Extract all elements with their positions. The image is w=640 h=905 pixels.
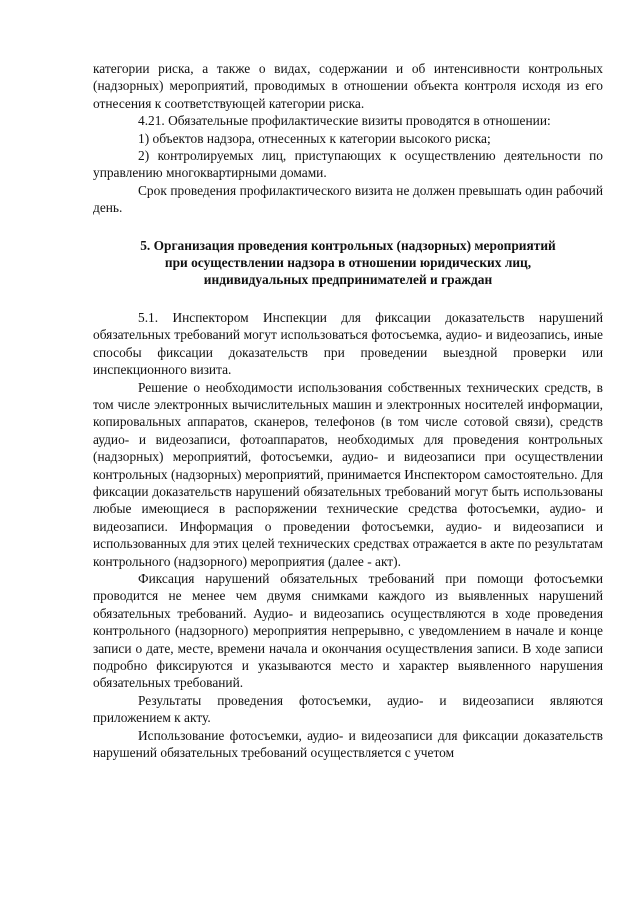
heading-line: при осуществлении надзора в отношении юридических лиц, (164, 255, 532, 271)
section-5-heading (93, 237, 603, 289)
paragraph-visit-duration: Срок проведения профилактического визита не должен превышать один рабочий день. (93, 182, 603, 216)
paragraph-results-annex: Результаты проведения фотосъемки, аудио- и видеозаписи являются приложением к акту. (93, 692, 603, 726)
paragraph-risk-continued: категории риска, а также о видах, содержании и об интенсивности контрольных (надзорных) мероприятий, проводимых в отношении объекта контроля исходя из его отнесения к соответствующей категории риска. (93, 61, 603, 111)
paragraph-technical-means-decision: Решение о необходимости использования собственных технических средств, в том числе электронных вычислительных машин и электронных носителей информации, копировальных аппаратов, сканеров, телефонов (в том числе сотовой связи), средств аудио- и видеозаписи, фотоаппаратов, необходимых для проведения контрольных (надзорных) мероприятий, фотосъемки, аудио- и видеозаписи при осуществлении контрольных (надзорных) мероприятий, принимается Инспектором самостоятельно. Для фиксации доказательств нарушений обязательных требований могут быть использованы любые имеющиеся в распоряжении технические средства фотосъемки, аудио- и видеозаписи. Информация о проведении фотосъемки, аудио- и видеозаписи и использованных для этих целей технических средствах отражается в акте по результатам контрольного (надзорного) мероприятия (далее - акт). (93, 379, 603, 569)
paragraph-4-21: 4.21. Обязательные профилактические визиты проводятся в отношении: (138, 113, 551, 129)
document-page (93, 60, 603, 761)
heading-line: индивидуальных предпринимателей и граждан (203, 272, 493, 288)
heading-line: 5. Организация проведения контрольных (надзорных) мероприятий (140, 237, 556, 253)
spacer (93, 289, 603, 309)
paragraph-photo-fixation: Фиксация нарушений обязательных требований при помощи фотосъемки проводится не менее чем двумя снимками каждого из выявленных нарушений обязательных требований. Аудио- и видеозапись осуществляются в ходе проведения контрольного (надзорного) мероприятия непрерывно, с уведомлением в начале и конце записи о дате, месте, времени начала и окончания осуществления записи. В ходе записи подробно фиксируются и указываются место и характер выявленного нарушения обязательных требований. (93, 570, 603, 691)
list-item-high-risk: 1) объектов надзора, отнесенных к категории высокого риска; (138, 130, 491, 146)
paragraph-5-1: 5.1. Инспектором Инспекции для фиксации доказательств нарушений обязательных требований могут использоваться фотосъемка, аудио- и видеозапись, иные способы фиксации доказательств при проведении выездной проверки или инспекционного визита. (93, 309, 603, 378)
paragraph-usage: Использование фотосъемки, аудио- и видеозаписи для фиксации доказательств нарушений обязательных требований осуществляется с учетом (93, 727, 603, 761)
list-item-apartment-management: 2) контролируемых лиц, приступающих к осуществлению деятельности по управлению многоквартирными домами. (93, 148, 603, 181)
spacer (93, 217, 603, 237)
